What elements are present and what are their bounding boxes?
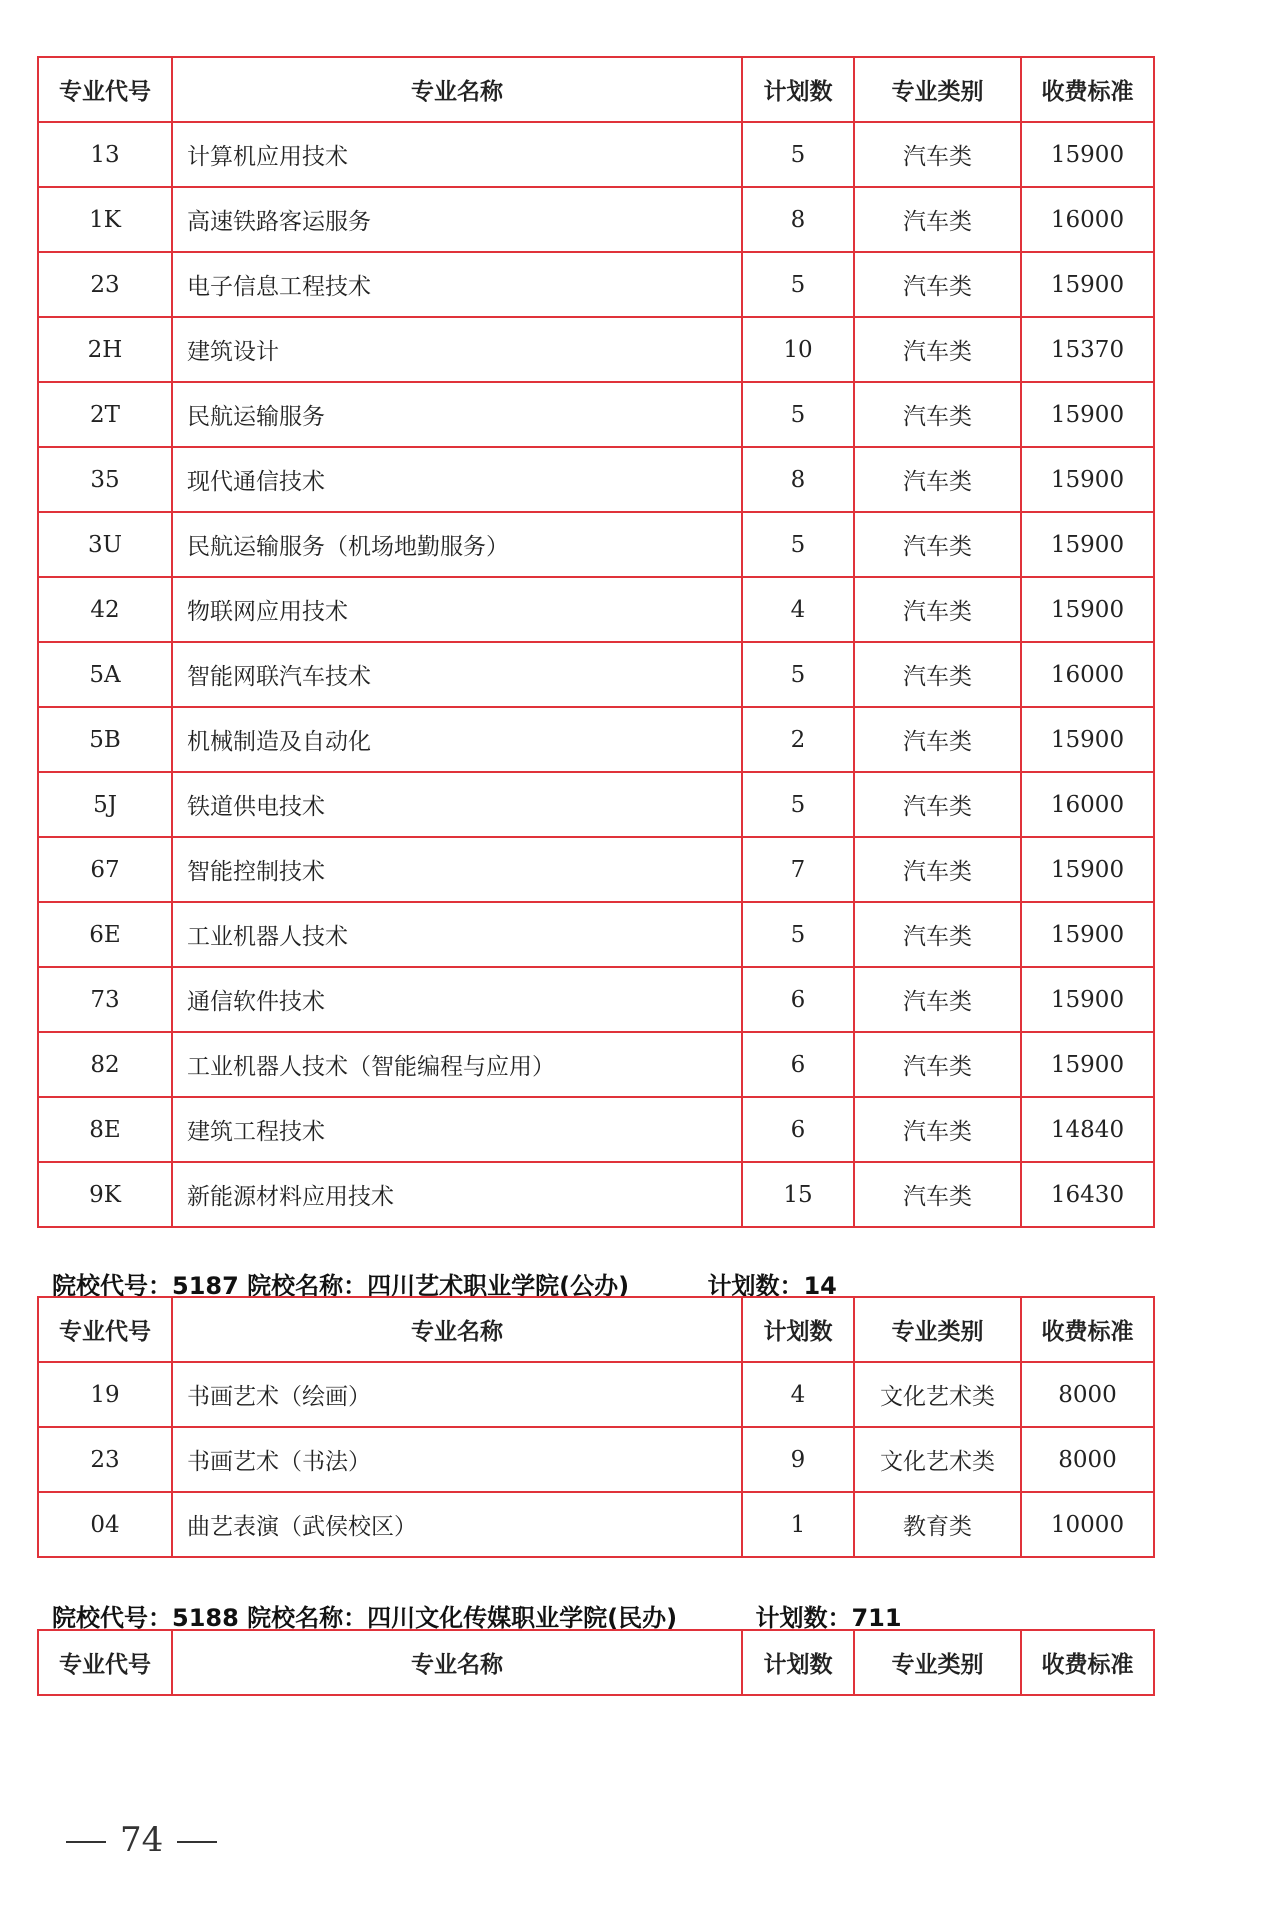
cell-category: 汽车类	[854, 252, 1021, 317]
cell-plan: 5	[742, 642, 854, 707]
col-header-category: 专业类别	[854, 1297, 1021, 1362]
cell-plan: 5	[742, 252, 854, 317]
major-table-5187	[37, 1296, 1155, 1558]
cell-name: 智能控制技术	[172, 837, 742, 902]
cell-code: 8E	[38, 1097, 172, 1162]
cell-fee: 15900	[1021, 122, 1154, 187]
cell-category: 汽车类	[854, 772, 1021, 837]
cell-category: 汽车类	[854, 317, 1021, 382]
cell-fee: 16000	[1021, 187, 1154, 252]
cell-category: 汽车类	[854, 902, 1021, 967]
cell-plan: 6	[742, 967, 854, 1032]
cell-category: 汽车类	[854, 642, 1021, 707]
cell-code: 6E	[38, 902, 172, 967]
cell-category: 汽车类	[854, 707, 1021, 772]
cell-name: 书画艺术（书法）	[172, 1427, 742, 1492]
school-info: 院校代号：5187 院校名称：四川艺术职业学院(公办)	[52, 1272, 630, 1300]
col-header-code: 专业代号	[38, 1630, 172, 1695]
cell-fee: 10000	[1021, 1492, 1154, 1557]
cell-code: 13	[38, 122, 172, 187]
cell-name: 建筑设计	[172, 317, 742, 382]
cell-plan: 4	[742, 1362, 854, 1427]
cell-code: 2T	[38, 382, 172, 447]
cell-code: 5B	[38, 707, 172, 772]
cell-category: 教育类	[854, 1492, 1021, 1557]
cell-plan: 5	[742, 512, 854, 577]
major-table-continued	[37, 56, 1155, 1228]
cell-code: 23	[38, 252, 172, 317]
table-row	[38, 1362, 1154, 1427]
col-header-plan: 计划数	[742, 1297, 854, 1362]
page-number: 74	[120, 1820, 164, 1860]
cell-plan: 10	[742, 317, 854, 382]
cell-fee: 15900	[1021, 967, 1154, 1032]
cell-name: 书画艺术（绘画）	[172, 1362, 742, 1427]
cell-code: 2H	[38, 317, 172, 382]
cell-code: 42	[38, 577, 172, 642]
page-footer	[52, 1820, 231, 1860]
cell-name: 铁道供电技术	[172, 772, 742, 837]
cell-name: 工业机器人技术（智能编程与应用）	[172, 1032, 742, 1097]
cell-name: 高速铁路客运服务	[172, 187, 742, 252]
cell-fee: 15900	[1021, 447, 1154, 512]
cell-code: 04	[38, 1492, 172, 1557]
col-header-code: 专业代号	[38, 57, 172, 122]
cell-category: 汽车类	[854, 122, 1021, 187]
cell-category: 汽车类	[854, 1162, 1021, 1227]
col-header-code: 专业代号	[38, 1297, 172, 1362]
cell-plan: 8	[742, 187, 854, 252]
col-header-fee: 收费标准	[1021, 1630, 1154, 1695]
table-row	[38, 967, 1154, 1032]
table-row	[38, 1492, 1154, 1557]
table-row	[38, 772, 1154, 837]
col-header-plan: 计划数	[742, 1630, 854, 1695]
cell-name: 曲艺表演（武侯校区）	[172, 1492, 742, 1557]
cell-name: 工业机器人技术	[172, 902, 742, 967]
table-row	[38, 1427, 1154, 1492]
table-row	[38, 707, 1154, 772]
cell-fee: 15900	[1021, 837, 1154, 902]
cell-plan: 4	[742, 577, 854, 642]
cell-fee: 15900	[1021, 707, 1154, 772]
cell-name: 电子信息工程技术	[172, 252, 742, 317]
table-header-row	[38, 1297, 1154, 1362]
col-header-name: 专业名称	[172, 1630, 742, 1695]
table-row	[38, 122, 1154, 187]
table-row	[38, 1097, 1154, 1162]
cell-category: 汽车类	[854, 1097, 1021, 1162]
cell-plan: 5	[742, 382, 854, 447]
col-header-fee: 收费标准	[1021, 57, 1154, 122]
cell-category: 汽车类	[854, 382, 1021, 447]
cell-name: 机械制造及自动化	[172, 707, 742, 772]
cell-code: 5A	[38, 642, 172, 707]
cell-plan: 9	[742, 1427, 854, 1492]
table-row	[38, 447, 1154, 512]
cell-plan: 6	[742, 1097, 854, 1162]
cell-name: 物联网应用技术	[172, 577, 742, 642]
cell-code: 3U	[38, 512, 172, 577]
cell-plan: 6	[742, 1032, 854, 1097]
cell-category: 汽车类	[854, 187, 1021, 252]
col-header-name: 专业名称	[172, 57, 742, 122]
cell-plan: 7	[742, 837, 854, 902]
table-row	[38, 252, 1154, 317]
cell-code: 9K	[38, 1162, 172, 1227]
cell-fee: 15900	[1021, 252, 1154, 317]
cell-fee: 15900	[1021, 512, 1154, 577]
cell-name: 智能网联汽车技术	[172, 642, 742, 707]
cell-code: 73	[38, 967, 172, 1032]
cell-name: 建筑工程技术	[172, 1097, 742, 1162]
cell-plan: 5	[742, 772, 854, 837]
cell-code: 5J	[38, 772, 172, 837]
cell-fee: 8000	[1021, 1427, 1154, 1492]
cell-plan: 15	[742, 1162, 854, 1227]
cell-code: 67	[38, 837, 172, 902]
cell-plan: 5	[742, 122, 854, 187]
cell-code: 23	[38, 1427, 172, 1492]
cell-category: 汽车类	[854, 967, 1021, 1032]
cell-name: 民航运输服务（机场地勤服务）	[172, 512, 742, 577]
table-row	[38, 187, 1154, 252]
table-row	[38, 902, 1154, 967]
cell-code: 35	[38, 447, 172, 512]
cell-category: 汽车类	[854, 1032, 1021, 1097]
cell-fee: 16000	[1021, 772, 1154, 837]
cell-plan: 5	[742, 902, 854, 967]
table-header-row	[38, 1630, 1154, 1695]
cell-fee: 14840	[1021, 1097, 1154, 1162]
cell-fee: 15370	[1021, 317, 1154, 382]
cell-plan: 1	[742, 1492, 854, 1557]
table-row	[38, 382, 1154, 447]
cell-fee: 15900	[1021, 577, 1154, 642]
major-table-5188	[37, 1629, 1155, 1696]
table-row	[38, 642, 1154, 707]
cell-name: 新能源材料应用技术	[172, 1162, 742, 1227]
col-header-fee: 收费标准	[1021, 1297, 1154, 1362]
school-plan-count: 计划数：711	[755, 1604, 902, 1632]
school-plan-count: 计划数：14	[707, 1272, 837, 1300]
cell-name: 通信软件技术	[172, 967, 742, 1032]
cell-category: 汽车类	[854, 447, 1021, 512]
col-header-category: 专业类别	[854, 57, 1021, 122]
table-row	[38, 837, 1154, 902]
table-row	[38, 512, 1154, 577]
cell-code: 1K	[38, 187, 172, 252]
col-header-category: 专业类别	[854, 1630, 1021, 1695]
cell-category: 汽车类	[854, 577, 1021, 642]
cell-name: 民航运输服务	[172, 382, 742, 447]
cell-category: 汽车类	[854, 512, 1021, 577]
cell-fee: 16430	[1021, 1162, 1154, 1227]
school-header-5188	[52, 1598, 902, 1633]
cell-code: 19	[38, 1362, 172, 1427]
col-header-name: 专业名称	[172, 1297, 742, 1362]
table-row	[38, 1162, 1154, 1227]
table-row	[38, 317, 1154, 382]
table-header-row	[38, 57, 1154, 122]
footer-dash-right	[177, 1841, 217, 1843]
cell-fee: 16000	[1021, 642, 1154, 707]
cell-name: 现代通信技术	[172, 447, 742, 512]
cell-category: 文化艺术类	[854, 1362, 1021, 1427]
cell-name: 计算机应用技术	[172, 122, 742, 187]
school-info: 院校代号：5188 院校名称：四川文化传媒职业学院(民办)	[52, 1604, 678, 1632]
table-row	[38, 1032, 1154, 1097]
cell-fee: 8000	[1021, 1362, 1154, 1427]
cell-category: 汽车类	[854, 837, 1021, 902]
cell-plan: 2	[742, 707, 854, 772]
table-row	[38, 577, 1154, 642]
footer-dash-left	[66, 1841, 106, 1843]
col-header-plan: 计划数	[742, 57, 854, 122]
cell-plan: 8	[742, 447, 854, 512]
cell-fee: 15900	[1021, 1032, 1154, 1097]
cell-fee: 15900	[1021, 902, 1154, 967]
cell-fee: 15900	[1021, 382, 1154, 447]
cell-code: 82	[38, 1032, 172, 1097]
cell-category: 文化艺术类	[854, 1427, 1021, 1492]
